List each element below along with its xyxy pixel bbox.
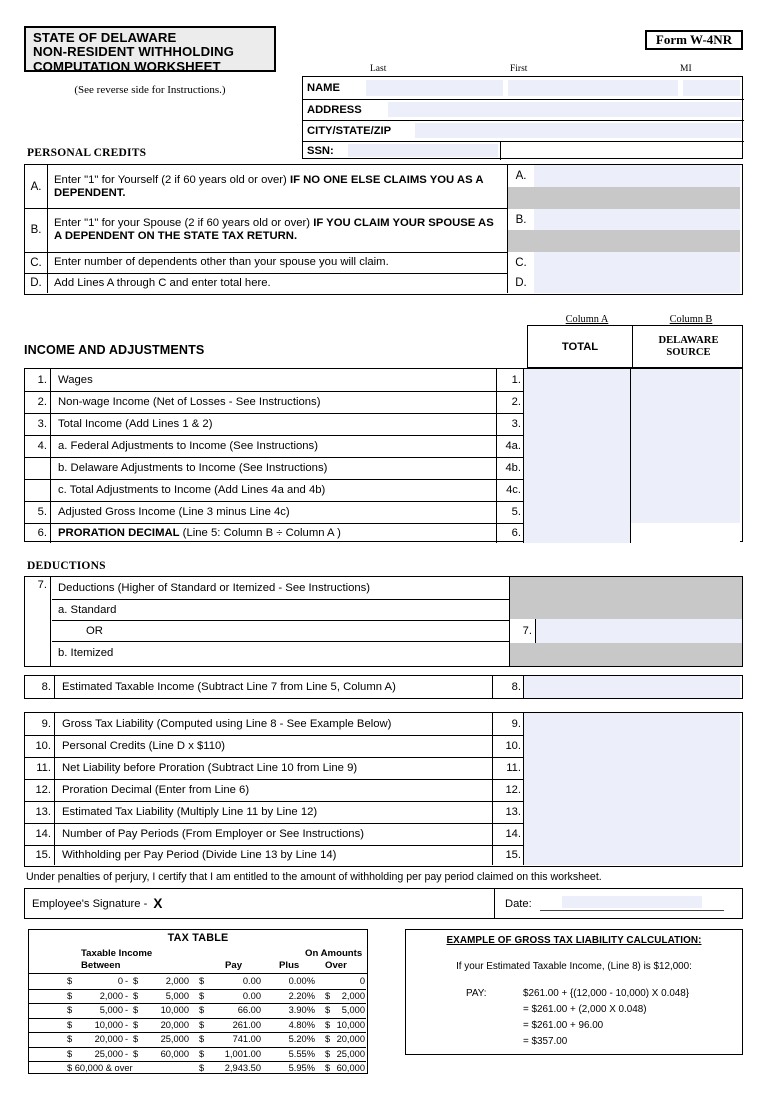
line-9-input[interactable] — [524, 713, 740, 735]
table-row: $ 25,000 - $ 60,000 $ 1,001.00 5.55% $ 25,000 — [29, 1047, 366, 1063]
table-row — [25, 713, 740, 736]
credit-input-a[interactable] — [534, 165, 740, 187]
income-col-b-empty — [631, 523, 740, 543]
table-row — [25, 413, 740, 436]
income-input-col-b[interactable] — [631, 479, 740, 501]
form-number-badge: Form W-4NR — [645, 30, 743, 50]
middle-initial-input[interactable] — [683, 80, 740, 96]
row-number: 6. — [25, 523, 51, 543]
perjury-statement: Under penalties of perjury, I certify that I am entitled to the amount of withholding per pay period claimed on this worksheet. — [26, 871, 602, 883]
instructions-note: (See reverse side for Instructions.) — [74, 84, 226, 96]
table-row — [25, 435, 740, 458]
income-input-col-a[interactable] — [524, 391, 631, 413]
address-input[interactable] — [388, 102, 741, 117]
signature-box — [24, 888, 743, 919]
last-name-input[interactable] — [366, 80, 503, 96]
column-a-subheader: TOTAL — [528, 326, 633, 367]
income-input-col-a[interactable] — [524, 501, 631, 523]
employee-signature-field[interactable] — [25, 889, 495, 918]
credit-box-letter: B. — [508, 209, 535, 230]
example-intro: If your Estimated Taxable Income, (Line 8) is $12,000: — [456, 961, 692, 972]
deduction-row-header: Deductions (Higher of Standard or Itemized - See Instructions) — [52, 577, 509, 600]
credit-box-letter: D. — [508, 273, 535, 293]
ssn-row — [303, 141, 744, 160]
table-row — [25, 273, 740, 293]
table-row: $ 5,000 - $ 10,000 $ 66.00 3.90% $ 5,000 — [29, 1003, 366, 1019]
row-number: 3. — [25, 413, 51, 435]
row-label: Wages — [58, 374, 93, 386]
date-field-wrapper — [497, 889, 742, 918]
row-label: Personal Credits (Line D x $110) — [62, 740, 226, 752]
table-row — [25, 391, 740, 414]
credit-row-letter: B. — [25, 208, 48, 252]
credit-entry-a — [508, 165, 740, 187]
row-label: PRORATION DECIMAL (Line 5: Column B ÷ Column A ) — [58, 527, 341, 539]
income-input-col-b[interactable] — [631, 457, 740, 479]
credit-input-d[interactable] — [534, 273, 740, 293]
deductions-input[interactable] — [536, 619, 742, 643]
table-row — [25, 823, 740, 846]
income-input-col-b[interactable] — [631, 501, 740, 523]
table-row — [25, 479, 740, 502]
name-label: NAME — [307, 82, 340, 94]
credit-row-letter: C. — [25, 252, 48, 273]
first-name-input[interactable] — [508, 80, 678, 96]
ssn-row-divider — [500, 141, 501, 160]
line-15-input[interactable] — [524, 845, 740, 865]
date-label: Date: — [505, 897, 532, 910]
row-ref: 10. — [492, 735, 524, 757]
income-section-heading: INCOME AND ADJUSTMENTS — [24, 343, 205, 357]
credit-text-bold: IF YOU CLAIM YOUR SPOUSE AS A DEPENDENT ON THE STATE TAX RETURN. — [54, 217, 494, 242]
table-row — [25, 208, 740, 253]
income-input-col-b[interactable] — [631, 369, 740, 391]
credit-value-box — [507, 273, 740, 293]
row-label: Non-wage Income (Net of Losses - See Instructions) — [58, 396, 321, 408]
line-13-input[interactable] — [524, 801, 740, 823]
credit-input-b[interactable] — [534, 209, 740, 230]
example-line-4: = $357.00 — [523, 1036, 568, 1047]
example-title: EXAMPLE OF GROSS TAX LIABILITY CALCULATION: — [446, 935, 702, 946]
example-line-1: $261.00 + {(12,000 - 10,000) X 0.048} — [523, 988, 690, 999]
line-11-input[interactable] — [524, 757, 740, 779]
example-line-3: = $261.00 + 96.00 — [523, 1020, 604, 1031]
credit-box-letter: C. — [508, 252, 535, 273]
credit-shaded-b — [508, 230, 740, 252]
tax-table-header-between-1: Taxable Income — [81, 948, 153, 959]
credit-value-box — [507, 252, 740, 273]
row-number: 1. — [25, 369, 51, 391]
credit-row-text — [49, 208, 504, 252]
row-number: 8. — [25, 676, 55, 698]
row-number: 12. — [25, 779, 55, 801]
deduction-row-or: OR — [52, 620, 509, 642]
column-a-label: Column A — [565, 314, 609, 325]
column-b-subheader: DELAWARE SOURCE — [658, 334, 719, 358]
credit-text-normal: Enter "1" for your Spouse (2 if 60 years old or over) — [54, 217, 314, 229]
name-col-first-label: First — [510, 64, 528, 74]
income-input-col-a[interactable] — [524, 369, 631, 391]
tax-table-header-over-2: Over — [325, 960, 347, 971]
row-number: 10. — [25, 735, 55, 757]
row-number: 14. — [25, 823, 55, 845]
row-ref: 12. — [492, 779, 524, 801]
deduction-row-itemized: b. Itemized — [58, 646, 114, 659]
row-label: Adjusted Gross Income (Line 3 minus Line 4c) — [58, 506, 290, 518]
row-label: Withholding per Pay Period (Divide Line 13 by Line 14) — [62, 849, 337, 861]
row-ref: 4c. — [496, 479, 524, 501]
deductions-value-column — [509, 577, 742, 666]
ssn-input[interactable] — [348, 144, 498, 157]
row-ref: 5. — [496, 501, 524, 523]
row-number — [25, 457, 51, 479]
credit-box-letter: A. — [508, 165, 535, 187]
credit-row-text: Enter number of dependents other than your spouse you will claim. — [54, 256, 389, 268]
line-14-input[interactable] — [524, 823, 740, 845]
name-row — [303, 77, 744, 100]
row-number: 2. — [25, 391, 51, 413]
table-row: $ 2,000 - $ 5,000 $ 0.00 2.20% $ 2,000 — [29, 989, 366, 1005]
row-ref: 3. — [496, 413, 524, 435]
employee-signature-label: Employee's Signature - — [32, 897, 148, 910]
line-8-row — [24, 675, 743, 699]
row-ref: 4a. — [496, 435, 524, 457]
example-calculation-box — [405, 929, 743, 1055]
table-row: $ 0 - $ 2,000 $ 0.00 0.00% 0 — [29, 974, 366, 990]
row-number: 11. — [25, 757, 55, 779]
proration-bold-label: PRORATION DECIMAL — [58, 527, 180, 539]
row-number: 13. — [25, 801, 55, 823]
table-row — [25, 501, 740, 524]
credit-row-text — [49, 165, 504, 208]
income-input-col-a[interactable] — [524, 435, 631, 457]
table-row — [25, 735, 740, 758]
form-title-line-1: STATE OF DELAWARE — [33, 30, 177, 45]
deductions-heading: DEDUCTIONS — [27, 560, 106, 572]
tax-table-title: TAX TABLE — [167, 932, 229, 944]
city-state-zip-input[interactable] — [415, 123, 741, 138]
credit-row-letter: A. — [25, 165, 48, 208]
income-input-col-a[interactable] — [524, 457, 631, 479]
tax-table — [28, 929, 368, 1074]
line-12-input[interactable] — [524, 779, 740, 801]
table-row — [25, 676, 740, 698]
table-row — [25, 779, 740, 802]
line-10-input[interactable] — [524, 735, 740, 757]
deductions-table — [24, 576, 743, 667]
credit-value-box — [507, 208, 740, 252]
table-row — [25, 845, 740, 865]
row-ref: 9. — [492, 713, 524, 735]
table-row: $ 10,000 - $ 20,000 $ 261.00 4.80% $ 10,000 — [29, 1018, 366, 1034]
row-label: Net Liability before Proration (Subtract Line 10 from Line 9) — [62, 762, 358, 774]
deductions-shaded-top — [510, 577, 742, 620]
row-label: Proration Decimal (Enter from Line 6) — [62, 784, 250, 796]
personal-credits-table — [24, 164, 743, 295]
row-label: Estimated Tax Liability (Multiply Line 11 by Line 12) — [62, 806, 318, 818]
row-ref: 4b. — [496, 457, 524, 479]
credit-row-letter: D. — [25, 273, 48, 293]
form-title-box — [24, 26, 276, 72]
table-row — [25, 523, 740, 543]
deduction-row-standard: a. Standard — [52, 599, 509, 621]
example-line-2: = $261.00 + (2,000 X 0.048) — [523, 1004, 647, 1015]
form-title-line-2: NON-RESIDENT WITHHOLDING — [33, 44, 234, 60]
row-label: Estimated Taxable Income (Subtract Line 7 from Line 5, Column A) — [62, 681, 396, 693]
table-row — [25, 165, 740, 209]
deductions-entry-row — [510, 619, 742, 644]
row-number: 4. — [25, 435, 51, 457]
credit-value-box — [507, 165, 740, 208]
deductions-line-number: 7. — [25, 577, 51, 666]
row-ref: 13. — [492, 801, 524, 823]
row-ref: 14. — [492, 823, 524, 845]
income-input-col-b[interactable] — [631, 391, 740, 413]
credit-row-text: Add Lines A through C and enter total here. — [54, 276, 271, 289]
row-label: Number of Pay Periods (From Employer or See Instructions) — [62, 828, 364, 840]
table-row — [25, 457, 740, 480]
row-number: 9. — [25, 713, 55, 735]
name-address-block — [302, 76, 743, 159]
name-col-mi-label: MI — [680, 64, 692, 74]
example-pay-label: PAY: — [466, 988, 487, 999]
tax-table-header-pay: Pay — [225, 960, 243, 971]
city-state-zip-row — [303, 120, 744, 142]
tax-table-header-over-1: On Amounts — [305, 948, 363, 959]
tax-table-header-between-2: Between — [81, 960, 121, 971]
line-8-input[interactable] — [524, 676, 740, 698]
credit-input-c[interactable] — [534, 252, 740, 273]
table-row — [25, 757, 740, 780]
table-row — [25, 801, 740, 824]
table-row — [25, 252, 740, 274]
row-label: Total Income (Add Lines 1 & 2) — [58, 418, 213, 430]
tax-table-header-plus: Plus — [279, 960, 300, 971]
row-number: 5. — [25, 501, 51, 523]
ssn-label: SSN: — [307, 144, 334, 157]
credit-shaded-a — [508, 187, 740, 208]
income-input-col-a[interactable] — [524, 523, 631, 543]
city-state-zip-label: CITY/STATE/ZIP — [307, 124, 392, 137]
credit-entry-b — [508, 209, 740, 230]
date-input[interactable] — [540, 896, 724, 911]
deductions-box-label: 7. — [510, 619, 536, 643]
form-title-line-3: COMPUTATION WORKSHEET — [33, 58, 221, 74]
liability-table — [24, 712, 743, 867]
address-label: ADDRESS — [307, 103, 362, 116]
signature-x-mark: X — [153, 896, 163, 911]
column-b-label: Column B — [669, 314, 713, 325]
table-row: $ 20,000 - $ 25,000 $ 741.00 5.20% $ 20,000 — [29, 1032, 366, 1048]
row-label: a. Federal Adjustments to Income (See Instructions) — [58, 440, 318, 452]
row-ref: 15. — [492, 845, 524, 865]
income-adjustments-table — [24, 368, 743, 542]
income-input-col-a[interactable] — [524, 479, 631, 501]
income-input-col-b[interactable] — [631, 435, 740, 457]
personal-credits-heading: PERSONAL CREDITS — [27, 147, 147, 159]
income-column-header — [527, 325, 743, 368]
deductions-shaded-bottom — [510, 643, 742, 666]
address-row — [303, 99, 744, 121]
credit-text-bold: IF NO ONE ELSE CLAIMS YOU AS A DEPENDENT. — [54, 173, 484, 199]
row-number — [25, 479, 51, 501]
table-row: $ 60,000 & over $ 2,943.50 5.95% $ 60,000 — [67, 1063, 365, 1074]
income-input-col-a[interactable] — [524, 413, 631, 435]
row-ref: 11. — [492, 757, 524, 779]
name-col-last-label: Last — [370, 64, 387, 74]
income-input-col-b[interactable] — [631, 413, 740, 435]
row-ref: 2. — [496, 391, 524, 413]
row-label: Gross Tax Liability (Computed using Line 8 - See Example Below) — [62, 718, 392, 730]
row-ref: 8. — [492, 676, 524, 698]
row-ref: 1. — [496, 369, 524, 391]
row-label: b. Delaware Adjustments to Income (See Instructions) — [58, 462, 328, 474]
row-label: c. Total Adjustments to Income (Add Lines 4a and 4b) — [58, 484, 326, 496]
credit-text-normal: Enter "1" for Yourself (2 if 60 years old or over) — [54, 173, 290, 186]
table-row — [25, 369, 740, 392]
row-ref: 6. — [496, 523, 524, 543]
row-number: 15. — [25, 845, 55, 865]
